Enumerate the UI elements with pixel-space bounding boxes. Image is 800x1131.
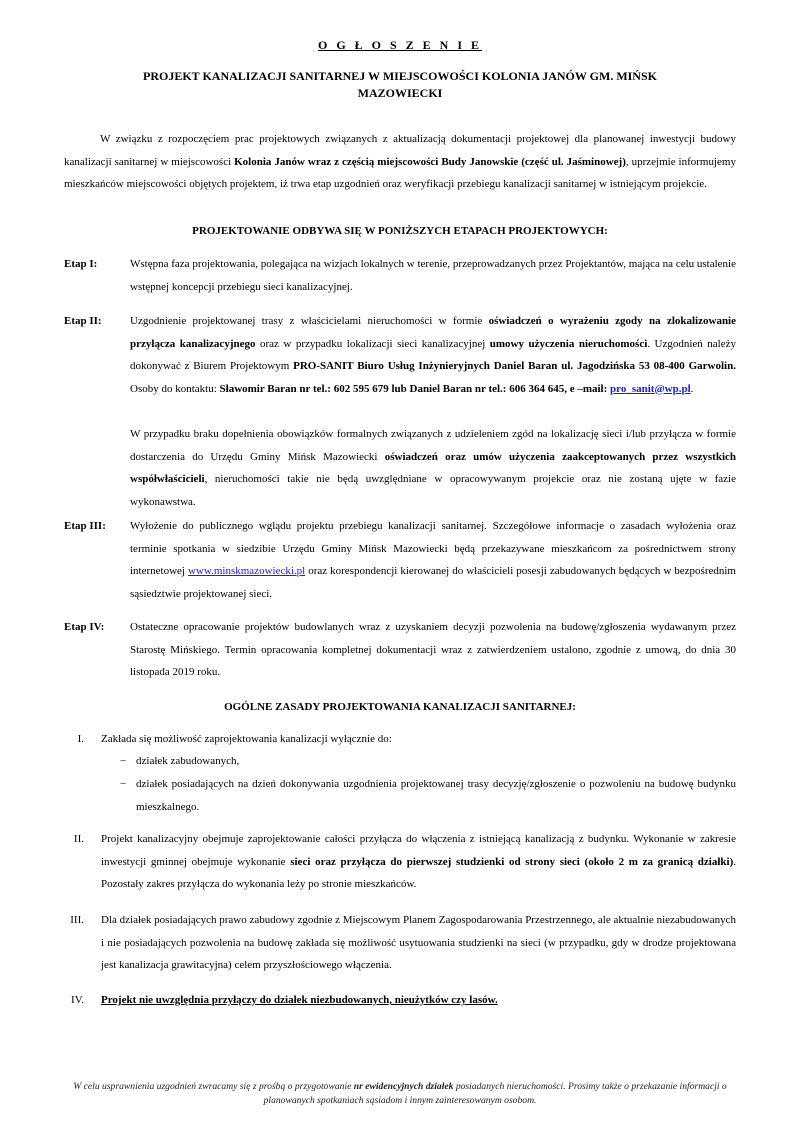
stage-3-label: Etap III: bbox=[64, 520, 106, 532]
stage-2-contacts: Sławomir Baran nr tel.: 602 595 679 lub Daniel Baran nr tel.: 606 364 645, e –mail: bbox=[219, 382, 611, 395]
rule-2-number: II. bbox=[73, 833, 84, 845]
stage-4-label: Etap IV: bbox=[64, 621, 105, 633]
stage-2-text-5: . bbox=[690, 382, 694, 395]
stage-2-text-4: Osoby do kontaktu: bbox=[130, 382, 220, 395]
rule-3-number: III. bbox=[70, 914, 84, 926]
stage-2-p2-text-2: , nieruchomości takie nie będą uwzględniane w opracowywanym projekcie oraz nie zostaną ujęte w fazie wykonawstwa. bbox=[130, 473, 736, 508]
stage-2-text-2: oraz w przypadku lokalizacji sieci kanalizacyjnej bbox=[255, 337, 490, 350]
stage-2-office: PRO-SANIT Biuro Usług Inżynieryjnych Daniel Baran ul. Jagodzińska 53 08-400 Garwolin. bbox=[293, 360, 736, 372]
website-link[interactable]: www.minskmazowiecki.pl bbox=[187, 565, 306, 577]
stage-2-bold-2: umowy użyczenia nieruchomości bbox=[489, 337, 648, 350]
intro-location: Kolonia Janów wraz z częścią miejscowości Budy Janowskie (część ul. Jaśminowej) bbox=[234, 155, 626, 168]
stage-2-text-1: Uzgodnienie projektowanej trasy z właścicielami nieruchomości w formie bbox=[130, 315, 489, 327]
rule-1-bullet-1-glyph: − bbox=[120, 755, 127, 767]
stage-2-bold-1: oświadczeń o wyrażeniu zgody na zlokalizowanie przyłącza kanalizacyjnego bbox=[130, 315, 736, 350]
stage-2-p2-text-1: W przypadku braku dopełnienia obowiązków formalnych związanych z udzieleniem zgód na lokalizację sieci i/lub przyłącza w formie dostarczenia do Urzędu Gminy Mińsk Mazowiecki bbox=[130, 428, 736, 463]
footer-bold: nr ewidencyjnych działek bbox=[353, 1081, 454, 1092]
stage-1-label: Etap I: bbox=[64, 258, 98, 270]
stage-2-p2-bold: oświadczeń oraz umów użyczenia zaakceptowanych przez wszystkich współwłaścicieli bbox=[130, 450, 736, 485]
rule-1-bullet-1: działek zabudowanych, bbox=[136, 755, 240, 767]
footer-text-1: W celu usprawnienia uzgodnień zwracamy się z prośbą o przygotowanie bbox=[73, 1081, 354, 1092]
rule-1-number: I. bbox=[77, 733, 84, 745]
rule-4-text: Projekt nie uwzględnia przyłączy do działek niezbudowanych, nieużytków czy lasów. bbox=[101, 994, 498, 1006]
intro-text-2: , uprzejmie informujemy mieszkańców miejscowości objętych projektem, iż trwa etap uzgodnień oraz weryfikacji przebiegu kanalizacji sanitarnej w istniejącym projekcie. bbox=[64, 155, 736, 190]
stages-heading: PROJEKTOWANIE ODBYWA SIĘ W PONIŻSZYCH ETAPACH PROJEKTOWYCH: bbox=[192, 225, 608, 237]
stage-2-paragraph-2 bbox=[130, 423, 736, 513]
stage-1-text: Wstępna faza projektowania, polegająca na wizjach lokalnych w terenie, przeprowadzanych przez Projektantów, mająca na celu ustalenie wstępnej koncepcji przebiegu sieci kanalizacyjnej. bbox=[130, 258, 736, 293]
stage-2-text-3: . Uzgodnień należy dokonywać z Biurem Projektowym bbox=[130, 337, 737, 372]
rule-1-bullet-2-glyph: − bbox=[120, 778, 127, 790]
rules-heading: OGÓLNE ZASADY PROJEKTOWANIA KANALIZACJI SANITARNEJ: bbox=[224, 701, 576, 713]
intro-text-1: W związku z rozpoczęciem prac projektowych związanych z aktualizacją dokumentacji projektowej dla planowanej inwestycji budowy kanalizacji sanitarnej w miejscowości bbox=[64, 133, 736, 168]
rule-2-text bbox=[101, 828, 736, 896]
stage-3-text-2: oraz korespondencji kierowanej do właścicieli posesji zabudowanych będących w bezpośrednim sąsiedztwie projektowanej sieci. bbox=[130, 565, 736, 600]
rule-4-number: IV. bbox=[71, 994, 84, 1006]
footer-note bbox=[50, 1080, 750, 1108]
stage-3-text bbox=[130, 515, 736, 605]
announcement-heading: O G Ł O S Z E N I E bbox=[317, 38, 483, 52]
rule-1-bullet-2: działek posiadających na dzień dokonywania uzgodnienia projektowanej trasy decyzję/zgłoszenie o pozwoleniu na budowę budynku mieszkalnego. bbox=[136, 778, 736, 813]
rule-2-text-1: Projekt kanalizacyjny obejmuje zaprojektowanie całości przyłącza do włączenia z istniejącą kanalizacją z budynku. Wykonanie w zakresie inwestycji gminnej obejmuje wykonanie bbox=[101, 833, 736, 868]
rule-2-bold: sieci oraz przyłącza do pierwszej studzienki od strony sieci (około 2 m za granicą działki) bbox=[290, 855, 734, 868]
rule-3-text: Dla działek posiadających prawo zabudowy zgodnie z Miejscowym Planem Zagospodarowania Przestrzennego, ale aktualnie niezabudowanych i nie posiadających pozwolenia na budowę zakłada się możliwość usytuowania studzienki na sieci (w przypadku, gdy w drodze projektowana jest kanalizacja grawitacyjna) celem przyszłościowego włączenia. bbox=[101, 914, 736, 971]
stage-3-text-1: Wyłożenie do publicznego wglądu projektu przebiegu kanalizacji sanitarnej. Szczegółowe informacje o zasadach wyłożenia oraz terminie spotkania w siedzibie Urzędu Gminy Mińsk Mazowiecki będą przekazywane mieszkańcom za pośrednictwem strony internetowej bbox=[130, 520, 736, 577]
document-title: PROJEKT KANALIZACJI SANITARNEJ W MIEJSCOWOŚCI KOLONIA JANÓW GM. MIŃSK MAZOWIECKI bbox=[143, 69, 657, 100]
intro-paragraph bbox=[64, 128, 736, 196]
rule-1-text: Zakłada się możliwość zaprojektowania kanalizacji wyłącznie do: bbox=[101, 733, 392, 745]
rule-2-text-2: . Pozostały zakres przyłącza do wykonania leży po stronie mieszkańców. bbox=[101, 855, 736, 890]
stage-4-text: Ostateczne opracowanie projektów budowlanych wraz z uzyskaniem decyzji pozwolenia na budowę/zgłoszenia wydawanym przez Starostę Mińskiego. Termin opracowania kompletnej dokumentacji wraz z zatwierdzeniem ustalono, zgodnie z umową, do dnia 30 listopada 2019 roku. bbox=[130, 621, 736, 678]
stage-2-text bbox=[130, 310, 736, 400]
email-link[interactable]: pro_sanit@wp.pl bbox=[610, 382, 691, 395]
stage-2-label: Etap II: bbox=[64, 315, 102, 327]
footer-text-2: posiadanych nieruchomości. Prosimy także o przekazanie informacji o planowanych spotkaniach sąsiadom i innym zainteresowanym osobom. bbox=[263, 1081, 727, 1106]
